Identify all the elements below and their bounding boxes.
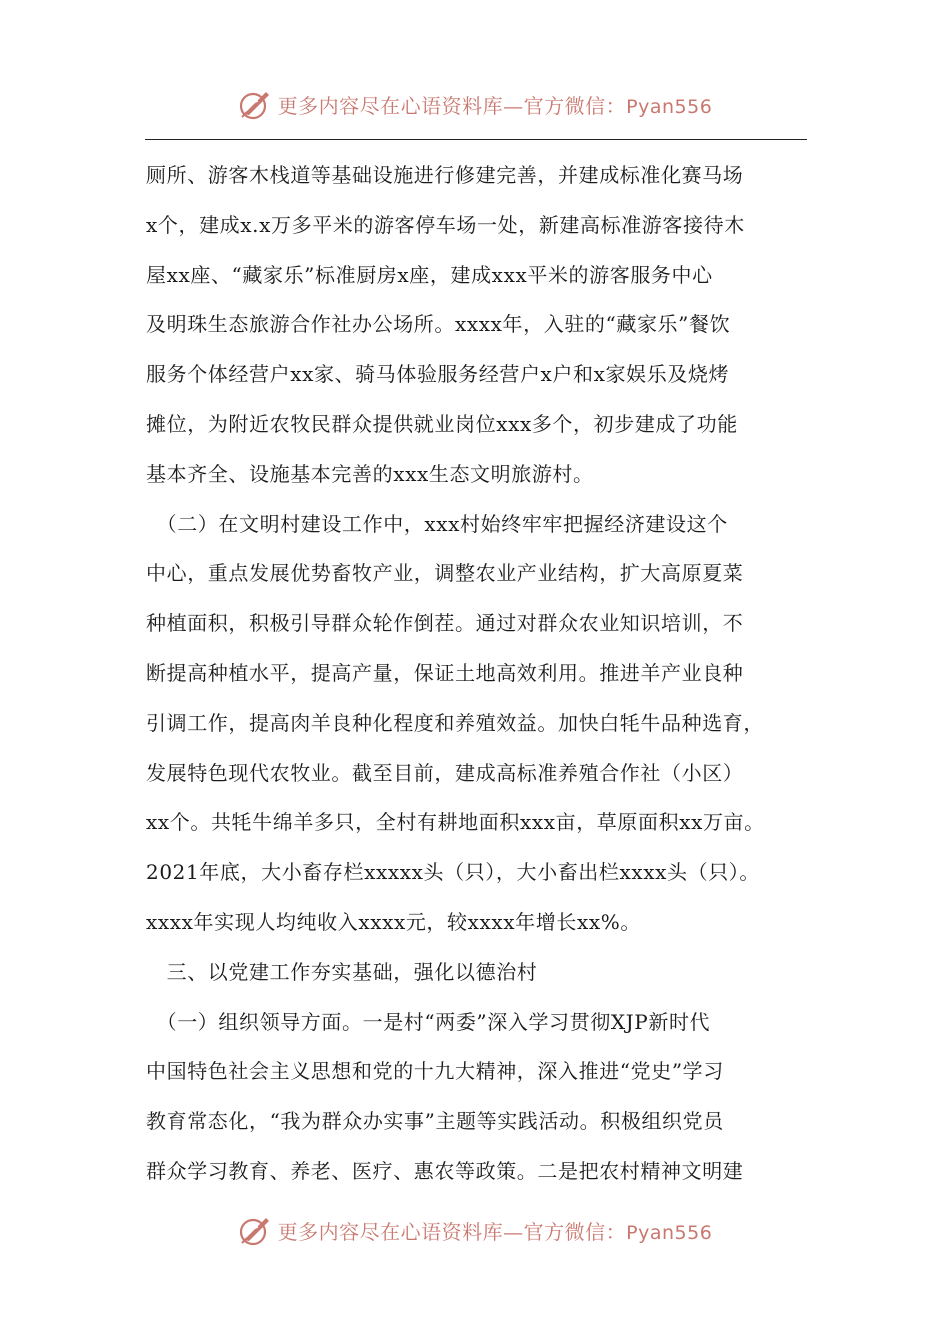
body-line: 中心，重点发展优势畜牧产业，调整农业产业结构，扩大高原夏菜 (146, 561, 744, 586)
body-line: 教育常态化，“我为群众办实事”主题等实践活动。积极组织党员 (146, 1109, 724, 1134)
body-line: 摊位，为附近农牧民群众提供就业岗位xxx多个，初步建成了功能 (146, 411, 738, 436)
body-line: （一）组织领导方面。一是村“两委”深入学习贯彻XJP新时代 (146, 1009, 711, 1034)
body-line: 中国特色社会主义思想和党的十九大精神，深入推进“党史”学习 (146, 1059, 724, 1084)
body-line: x个，建成x.x万多平米的游客停车场一处，新建高标准游客接待木 (146, 212, 745, 237)
body-line: 发展特色现代农牧业。截至目前，建成高标准养殖合作社（小区） (146, 760, 744, 785)
header-banner (0, 84, 950, 124)
body-line: 三、以党建工作夯实基础，强化以德治村 (146, 959, 538, 984)
body-line: 服务个体经营户xx家、骑马体验服务经营户x户和x家娱乐及烧烤 (146, 362, 730, 387)
quill-seal-icon (238, 1213, 272, 1247)
body-line: 及明珠生态旅游合作社办公场所。xxxx年，入驻的“藏家乐”餐饮 (146, 312, 731, 337)
body-line: 厕所、游客木栈道等基础设施进行修建完善，并建成标准化赛马场 (146, 163, 744, 187)
footer-banner-wechat-id: Pyan556 (626, 1221, 713, 1244)
body-line: 群众学习教育、养老、医疗、惠农等政策。二是把农村精神文明建 (146, 1158, 744, 1183)
body-line: 2021年底，大小畜存栏xxxxx头（只），大小畜出栏xxxx头（只）。 (146, 860, 761, 885)
body-line: xxxx年实现人均纯收入xxxx元，较xxxx年增长xx%。 (146, 909, 641, 934)
body-line: xx个。共牦牛绵羊多只，全村有耕地面积xxx亩，草原面积xx万亩。 (146, 810, 765, 835)
footer-banner-text: 更多内容尽在心语资料库—官方微信： (277, 1219, 627, 1244)
body-line: 断提高种植水平，提高产量，保证土地高效利用。推进羊产业良种 (146, 660, 744, 685)
body-line: 屋xx座、“藏家乐”标准厨房x座，建成xxx平米的游客服务中心 (146, 262, 713, 287)
body-line: 引调工作，提高肉羊良种化程度和养殖效益。加快白牦牛品种选育， (146, 710, 764, 735)
header-banner-text: 更多内容尽在心语资料库—官方微信： (277, 93, 627, 118)
header-banner-wechat-id: Pyan556 (626, 95, 713, 118)
quill-seal-icon (238, 87, 272, 121)
document-body (146, 151, 814, 1197)
footer-banner (0, 1210, 950, 1250)
body-line: 基本齐全、设施基本完善的xxx生态文明旅游村。 (146, 461, 594, 486)
body-line: 种植面积，积极引导群众轮作倒茬。通过对群众农业知识培训，不 (146, 611, 744, 636)
header-divider (145, 139, 807, 140)
body-line: （二）在文明村建设工作中，xxx村始终牢牢把握经济建设这个 (146, 511, 728, 536)
